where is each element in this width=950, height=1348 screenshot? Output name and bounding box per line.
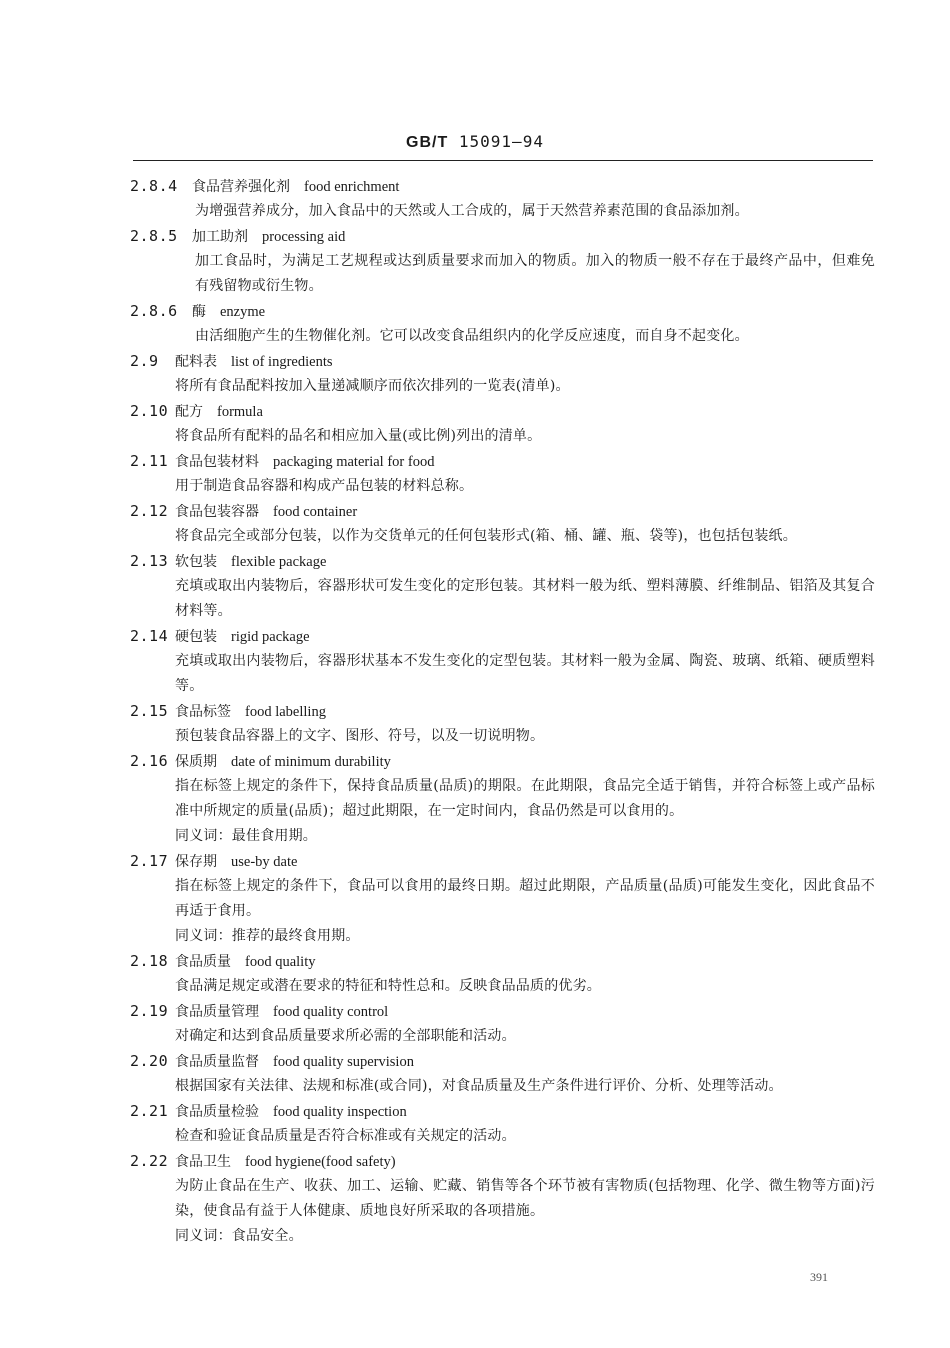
- term-english: food container: [273, 504, 358, 520]
- term-english: food quality inspection: [273, 1104, 407, 1120]
- term-entry: [130, 549, 875, 624]
- term-number: 2.12: [130, 502, 169, 520]
- term-synonym: 同义词：食品安全。: [175, 1228, 303, 1244]
- term-number: 2.16: [130, 752, 169, 770]
- term-entry: [130, 174, 875, 224]
- term-number: 2.8.4: [130, 177, 178, 195]
- term-definition: 将食品所有配料的品名和相应加入量(或比例)列出的清单。: [175, 428, 542, 444]
- term-definition: 预包装食品容器上的文字、图形、符号，以及一切说明物。: [175, 728, 545, 744]
- term-line: [130, 1149, 875, 1174]
- term-english: list of ingredients: [231, 354, 333, 370]
- term-line: [130, 949, 875, 974]
- term-english: food quality: [245, 954, 316, 970]
- term-chinese: 配方: [175, 404, 203, 420]
- term-entry: [130, 624, 875, 699]
- term-entry: [130, 399, 875, 449]
- term-entry: [130, 999, 875, 1049]
- term-number: 2.8.6: [130, 302, 178, 320]
- term-definition: 为增强营养成分，加入食品中的天然或人工合成的，属于天然营养素范围的食品添加剂。: [195, 203, 749, 219]
- term-definition: 为防止食品在生产、收获、加工、运输、贮藏、销售等各个环节被有害物质(包括物理、化学、微生物等方面)污染，使食品有益于人体健康、质地良好所采取的各项措施。: [175, 1178, 875, 1219]
- term-line: [130, 624, 875, 649]
- term-number: 2.18: [130, 952, 169, 970]
- term-english: food quality supervision: [273, 1054, 414, 1070]
- term-entry: [130, 499, 875, 549]
- term-chinese: 食品包装材料: [175, 454, 259, 470]
- term-chinese: 保质期: [175, 754, 217, 770]
- term-entry: [130, 1099, 875, 1149]
- term-number: 2.11: [130, 452, 169, 470]
- term-definition: 指在标签上规定的条件下，保持食品质量(品质)的期限。在此期限，食品完全适于销售，并符合标签上或产品标准中所规定的质量(品质)；超过此期限，在一定时间内，食品仍然是可以食用的。: [175, 778, 875, 819]
- term-chinese: 食品包装容器: [175, 504, 259, 520]
- term-entry: [130, 699, 875, 749]
- term-definition: 将食品完全或部分包装，以作为交货单元的任何包装形式(箱、桶、罐、瓶、袋等)，也包括包装纸。: [175, 528, 797, 544]
- term-definition: 对确定和达到食品质量要求所必需的全部职能和活动。: [175, 1028, 516, 1044]
- term-chinese: 食品标签: [175, 704, 231, 720]
- term-english: formula: [217, 404, 263, 420]
- header-rule: [133, 160, 873, 161]
- term-english: flexible package: [231, 554, 327, 570]
- term-entries: [130, 174, 875, 1249]
- term-definition: 由活细胞产生的生物催化剂。它可以改变食品组织内的化学反应速度，而自身不起变化。: [195, 328, 749, 344]
- term-chinese: 硬包装: [175, 629, 217, 645]
- term-line: [130, 224, 875, 249]
- term-entry: [130, 224, 875, 299]
- term-definition: 食品满足规定或潜在要求的特征和特性总和。反映食品品质的优劣。: [175, 978, 601, 994]
- term-chinese: 食品质量管理: [175, 1004, 259, 1020]
- term-number: 2.9: [130, 352, 159, 370]
- term-entry: [130, 1049, 875, 1099]
- term-line: [130, 399, 875, 424]
- term-line: [130, 849, 875, 874]
- term-line: [130, 549, 875, 574]
- term-line: [130, 449, 875, 474]
- standard-number: 15091—94: [458, 132, 544, 151]
- standard-code: GB/T: [406, 134, 449, 151]
- term-english: enzyme: [220, 304, 266, 320]
- term-chinese: 加工助剂: [192, 229, 248, 245]
- term-chinese: 食品质量监督: [175, 1054, 259, 1070]
- term-entry: [130, 949, 875, 999]
- term-line: [130, 1049, 875, 1074]
- term-entry: [130, 349, 875, 399]
- term-chinese: 食品卫生: [175, 1154, 231, 1170]
- term-definition: 充填或取出内装物后，容器形状基本不发生变化的定型包装。其材料一般为金属、陶瓷、玻璃、纸箱、硬质塑料等。: [175, 653, 875, 694]
- term-line: [130, 1099, 875, 1124]
- term-definition: 将所有食品配料按加入量递减顺序而依次排列的一览表(清单)。: [175, 378, 570, 394]
- term-chinese: 软包装: [175, 554, 217, 570]
- term-english: food enrichment: [304, 179, 400, 195]
- page-header: [0, 132, 950, 152]
- term-english: food labelling: [245, 704, 326, 720]
- term-line: [130, 349, 875, 374]
- term-line: [130, 299, 875, 324]
- term-synonym: 同义词：最佳食用期。: [175, 828, 317, 844]
- term-chinese: 配料表: [175, 354, 217, 370]
- page-number: 391: [810, 1270, 828, 1284]
- term-entry: [130, 1149, 875, 1249]
- term-line: [130, 174, 875, 199]
- term-number: 2.8.5: [130, 227, 178, 245]
- term-entry: [130, 849, 875, 949]
- term-english: food hygiene(food safety): [245, 1154, 396, 1170]
- term-english: packaging material for food: [273, 454, 435, 470]
- term-english: processing aid: [262, 229, 346, 245]
- term-number: 2.10: [130, 402, 169, 420]
- term-line: [130, 749, 875, 774]
- term-chinese: 食品营养强化剂: [192, 179, 290, 195]
- term-entry: [130, 449, 875, 499]
- term-entry: [130, 299, 875, 349]
- term-definition: 检查和验证食品质量是否符合标准或有关规定的活动。: [175, 1128, 516, 1144]
- term-english: use-by date: [231, 854, 298, 870]
- term-definition: 充填或取出内装物后，容器形状可发生变化的定形包装。其材料一般为纸、塑料薄膜、纤维制品、铝箔及其复合材料等。: [175, 578, 875, 619]
- term-english: rigid package: [231, 629, 310, 645]
- term-chinese: 食品质量: [175, 954, 231, 970]
- term-number: 2.17: [130, 852, 169, 870]
- term-number: 2.22: [130, 1152, 169, 1170]
- term-definition: 指在标签上规定的条件下，食品可以食用的最终日期。超过此期限，产品质量(品质)可能发生变化，因此食品不再适于食用。: [175, 878, 875, 919]
- term-line: [130, 999, 875, 1024]
- term-synonym: 同义词：推荐的最终食用期。: [175, 928, 360, 944]
- term-definition: 用于制造食品容器和构成产品包装的材料总称。: [175, 478, 474, 494]
- term-number: 2.20: [130, 1052, 169, 1070]
- term-chinese: 保存期: [175, 854, 217, 870]
- term-entry: [130, 749, 875, 849]
- term-definition: 加工食品时，为满足工艺规程或达到质量要求而加入的物质。加入的物质一般不存在于最终产品中，但难免有残留物或衍生物。: [195, 253, 875, 294]
- term-chinese: 食品质量检验: [175, 1104, 259, 1120]
- term-line: [130, 699, 875, 724]
- term-english: date of minimum durability: [231, 754, 391, 770]
- term-english: food quality control: [273, 1004, 389, 1020]
- term-number: 2.19: [130, 1002, 169, 1020]
- term-number: 2.14: [130, 627, 169, 645]
- term-line: [130, 499, 875, 524]
- term-chinese: 酶: [192, 304, 206, 320]
- term-number: 2.13: [130, 552, 169, 570]
- term-definition: 根据国家有关法律、法规和标准(或合同)，对食品质量及生产条件进行评价、分析、处理等活动。: [175, 1078, 783, 1094]
- term-number: 2.21: [130, 1102, 169, 1120]
- term-number: 2.15: [130, 702, 169, 720]
